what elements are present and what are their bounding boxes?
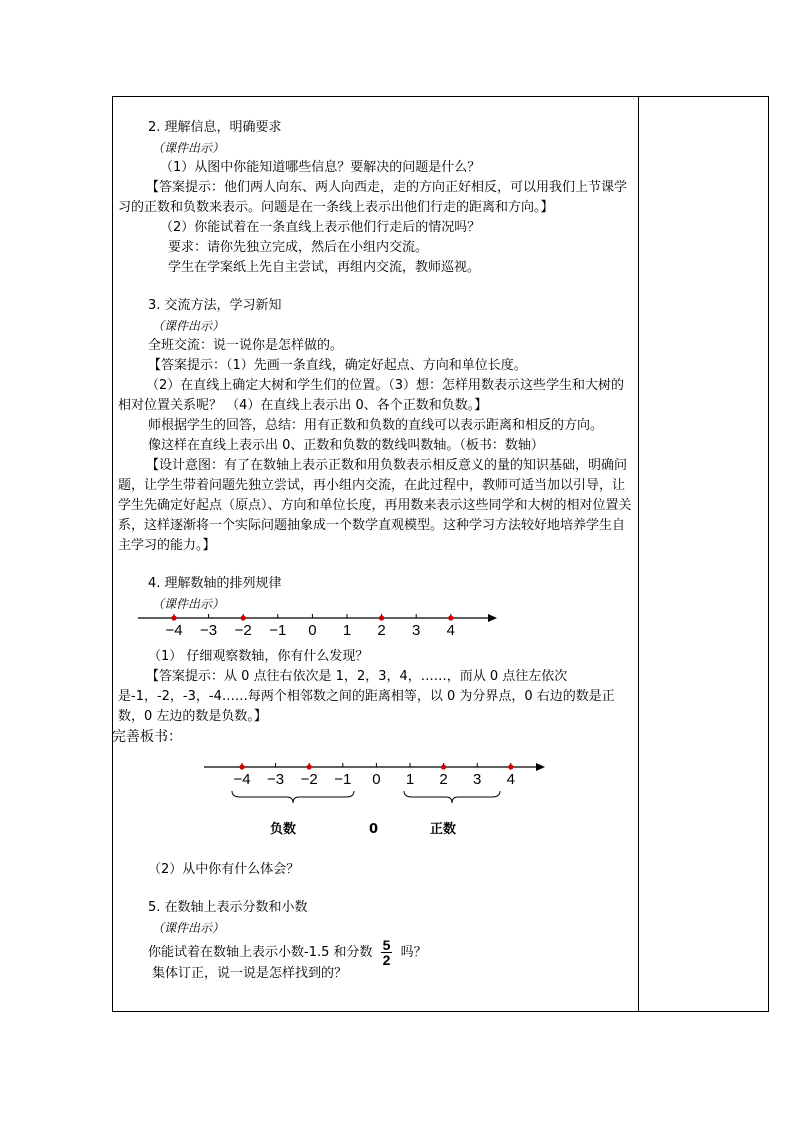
axis-tick-label: 3 (473, 771, 482, 788)
section-5-p2: 集体订正，说一说是怎样找到的？ (152, 966, 348, 981)
axis-tick-label: 0 (372, 771, 381, 788)
axis-point (441, 764, 446, 769)
axis-point (508, 764, 513, 769)
axis-tick-label: 3 (412, 622, 421, 639)
section-2-q2: （2）你能试着在一条直线上表示他们行走后的情况吗？ (160, 220, 481, 235)
axis-tick-label: 2 (377, 622, 386, 639)
board-label: 完善板书： (112, 729, 182, 745)
axis-tick-label: −3 (200, 622, 218, 639)
section-3-note: （课件出示） (152, 319, 225, 333)
axis-tick-label: −1 (334, 771, 352, 788)
axis-tick-label: 0 (308, 622, 317, 639)
axis-brace (232, 791, 354, 803)
axis-tick-label: 1 (405, 771, 415, 788)
section-2-heading: 2. 理解信息，明确要求 (148, 120, 282, 135)
axis-tick-label: −3 (267, 771, 285, 788)
axis-labels (118, 818, 636, 842)
fraction-5-2 (381, 938, 393, 967)
section-5-q-post: 吗？ (400, 945, 427, 960)
section-3-p3: （2）在直线上确定大树和学生们的位置。（3）想：怎样用数表示这些学生和大树的相对位置关系呢？ （4）在直线上表示出 0、各个正数和负数。】 (118, 378, 625, 413)
section-2-activity: 学生在学案纸上先自主尝试，再组内交流，教师巡视。 (168, 260, 481, 275)
negative-label: 负数 (270, 822, 297, 837)
section-3-p4: 师根据学生的回答，总结：用有正数和负数的直线可以表示距离和相反的方向。 (148, 418, 604, 433)
number-line-2 (118, 761, 636, 818)
section-4-note: （课件出示） (152, 597, 225, 611)
axis-tick-label: 4 (446, 622, 455, 639)
section-2-note: （课件出示） (152, 141, 225, 155)
axis-brace (404, 791, 500, 803)
section-3-p6: 【设计意图：有了在数轴上表示正数和用负数表示相反意义的量的知识基础，明确问题，让学生带着问题先独立尝试，再小组内交流，在此过程中，教师可适当加以引导，让学生先确定好起点（原点）、方向和单位长度，再用数来表示这些同学和大树的相对位置关系，这样逐渐将一个实际问题抽象成一个数学直观模型。这种学习方法较好地培养学生自主学习的能力。】 (118, 458, 632, 553)
axis-point (171, 615, 176, 620)
section-5-q-pre: 你能试着在数轴上表示小数-1.5 和分数 (148, 945, 373, 960)
axis-point (241, 615, 246, 620)
section-5-note: （课件出示） (152, 921, 225, 935)
section-4-a1: 【答案提示：从 0 点往右依次是 1，2，3，4，……，而从 0 点往左依次是-1，-2，-3，-4……每两个相邻数之间的距离相等，以 0 为分界点，0 右边的数是正数，0 左边的数是负数。】 (118, 669, 615, 724)
lesson-content (112, 118, 636, 984)
axis-tick-label: −4 (233, 771, 251, 788)
section-3-p1: 全班交流：说一说你是怎样做的。 (148, 338, 344, 353)
axis-tick-label: 1 (342, 622, 352, 639)
axis-point (448, 615, 453, 620)
zero-label: 0 (369, 822, 379, 837)
axis-tick-label: 2 (439, 771, 448, 788)
section-2-a1: 【答案提示：他们两人向东、两人向西走，走的方向正好相反，可以用我们上节课学习的正数和负数来表示。问题是在一条线上表示出他们行走的距离和方向。】 (118, 180, 628, 215)
axis-point (307, 764, 312, 769)
axis-tick-label: −2 (234, 622, 252, 639)
axis-point (239, 764, 244, 769)
fraction-denominator: 2 (382, 952, 391, 968)
axis-tick-label: −2 (300, 771, 318, 788)
section-2-requirement: 要求：请你先独立完成，然后在小组内交流。 (168, 240, 429, 255)
positive-label: 正数 (430, 822, 457, 837)
axis-tick-label: 4 (506, 771, 515, 788)
axis-tick-label: −4 (165, 622, 183, 639)
section-5-question (118, 937, 636, 968)
axis-arrow (536, 763, 545, 771)
section-2-q1: （1）从图中你能知道哪些信息？要解决的问题是什么？ (160, 160, 481, 175)
section-3-heading: 3. 交流方法，学习新知 (148, 298, 282, 313)
section-4-q1: （1） 仔细观察数轴，你有什么发现？ (148, 649, 369, 664)
section-3-p5: 像这样在直线上表示出 0、正数和负数的数线叫数轴。（板书：数轴） (148, 438, 544, 453)
section-5-heading: 5. 在数轴上表示分数和小数 (148, 900, 308, 915)
number-line-1 (118, 614, 636, 647)
axis-point (379, 615, 384, 620)
section-4-q2: （2）从中你有什么体会？ (148, 862, 300, 877)
column-divider (638, 96, 639, 1012)
section-4-heading: 4. 理解数轴的排列规律 (148, 576, 282, 591)
section-3-p2: 【答案提示：（1）先画一条直线，确定好起点、方向和单位长度。 (148, 358, 527, 373)
axis-arrow (488, 614, 497, 622)
fraction-numerator: 5 (382, 937, 391, 953)
axis-tick-label: −1 (269, 622, 287, 639)
